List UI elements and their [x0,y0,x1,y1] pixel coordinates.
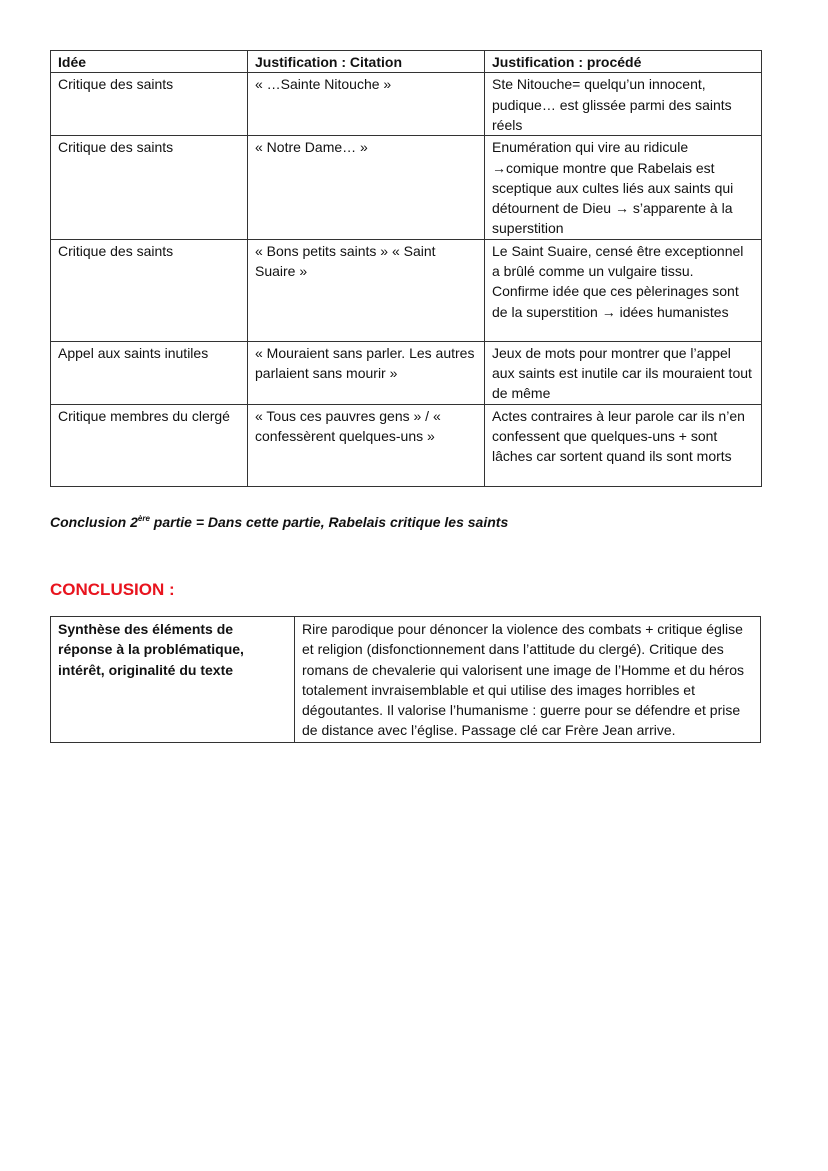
cell-procede: Enumération qui vire au ridicule →comique montre que Rabelais est sceptique aux cultes liés aux saints qui détournent de Dieu → s’apparente à la superstition [485,136,762,239]
table-row [51,404,762,486]
analysis-table [50,50,762,487]
table-row [51,341,762,404]
cell-idee: Critique des saints [51,73,248,136]
conclusion-heading: CONCLUSION : [50,580,175,599]
table-row [51,73,762,136]
cell-idee: Critique membres du clergé [51,404,248,486]
part-conclusion: Conclusion 2ère partie = Dans cette partie, Rabelais critique les saints [50,514,509,530]
cell-procede: Le Saint Suaire, censé être exceptionnel a brûlé comme un vulgaire tissu. Confirme idée que ces pèlerinages sont de la superstition → idées humanistes [485,239,762,341]
table-row [51,239,762,341]
cell-citation: « Bons petits saints » « Saint Suaire » [248,239,485,341]
cell-idee: Appel aux saints inutiles [51,341,248,404]
cell-citation: « Mouraient sans parler. Les autres parlaient sans mourir » [248,341,485,404]
header-idee: Idée [51,51,248,73]
cell-citation: « …Sainte Nitouche » [248,73,485,136]
synthesis-content: Rire parodique pour dénoncer la violence des combats + critique église et religion (disfonctionnement dans l’attitude du clergé). Critique des romans de chevalerie qui valorisent une image de l’Homme et du héros totalement invraisemblable et qui utilise des images horribles et dégoutantes. Il valorise l’humanisme : guerre pour se défendre et prise de distance avec l’église. Passage clé car Frère Jean arrive. [295,617,761,743]
synthesis-table [50,616,761,743]
table-header-row [51,51,762,73]
cell-citation: « Notre Dame… » [248,136,485,239]
cell-idee: Critique des saints [51,136,248,239]
header-citation: Justification : Citation [248,51,485,73]
table-row [51,136,762,239]
table-row [51,617,761,743]
cell-procede: Ste Nitouche= quelqu’un innocent, pudique… est glissée parmi des saints réels [485,73,762,136]
cell-procede: Actes contraires à leur parole car ils n’en confessent que quelques-uns + sont lâches car sortent quand ils sont morts [485,404,762,486]
header-procede: Justification : procédé [485,51,762,73]
cell-citation: « Tous ces pauvres gens » / « confessèrent quelques-uns » [248,404,485,486]
cell-idee: Critique des saints [51,239,248,341]
cell-procede: Jeux de mots pour montrer que l’appel aux saints est inutile car ils mouraient tout de même [485,341,762,404]
synthesis-label: Synthèse des éléments de réponse à la problématique, intérêt, originalité du texte [51,617,295,743]
